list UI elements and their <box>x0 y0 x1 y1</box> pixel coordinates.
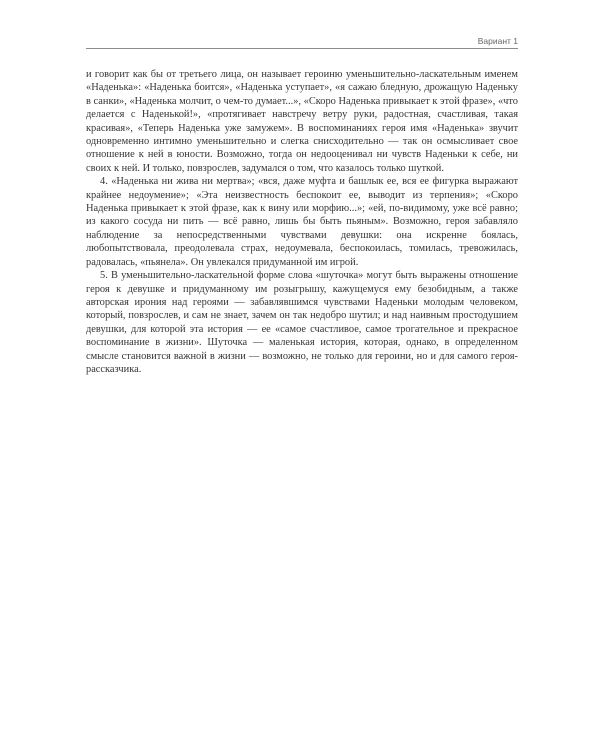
running-header-title: Вариант 1 <box>477 36 518 46</box>
paragraph-answer-4: 4. «Наденька ни жива ни мертва»; «вся, даже муфта и башлык ее, вся ее фигурка выражают крайнее недоумение»; «Эта неизвестность беспокоит ее, выводит из терпения»; «Скоро Наденька привыкает к этой фразе, как к вину или морфию...»; «ей, по-видимому, уже всё равно; из какого сосуда ни пить — всё равно, лишь бы быть пьяным». Возможно, героя забавляло наблюдение за непосредственными чувствами девушки: она искренне боялась, любопытствовала, преодолевала страх, недоумевала, беспокоилась, томилась, тревожилась, радовалась, «пьянела». Он увлекался придуманной им игрой. <box>86 176 518 268</box>
text-body <box>86 68 518 376</box>
running-header <box>86 36 518 49</box>
paragraph-continuation: и говорит как бы от третьего лица, он называет героиню уменьшительно-ласкательным именем «Наденька»: «Наденька боится», «Наденька уступает», «я сажаю бледную, дрожащую Наденьку в санки», «Наденька молчит, о чем-то думает...», «Скоро Наденька привыкает к этой фразе», «что делается с Наденькой!», «протягивает навстречу ветру руки, радостная, счастливая, такая красивая», «Теперь Наденька уже замужем». В воспоминаниях героя имя «Наденька» звучит одновременно интимно уменьшительно и слегка снисходительно — так он осмысливает свое отношение к ней в юности. Возможно, тогда он недооценивал ни чувств Наденьки к себе, ни своих к ней. И только, повзрослев, задумался о том, что казалось только шуткой. <box>86 69 518 174</box>
paragraph-answer-5: 5. В уменьшительно-ласкательной форме слова «шуточка» могут быть выражены отношение героя к девушке и придуманному им розыгрышу, кажущемуся ему безобидным, а также авторская ирония над героями — забавлявшимся чувствами Наденьки молодым человеком, который, повзрослев, и сам не знает, зачем он так недобро шутил; и над наивным простодушием девушки, для которой эта история — ее «самое счастливое, самое трогательное и прекрасное воспоминание в жизни». Шуточка — маленькая история, которая, однако, в определенном смысле становится важной в жизни — возможно, не только для героини, но и для самого героя-рассказчика. <box>86 270 518 375</box>
